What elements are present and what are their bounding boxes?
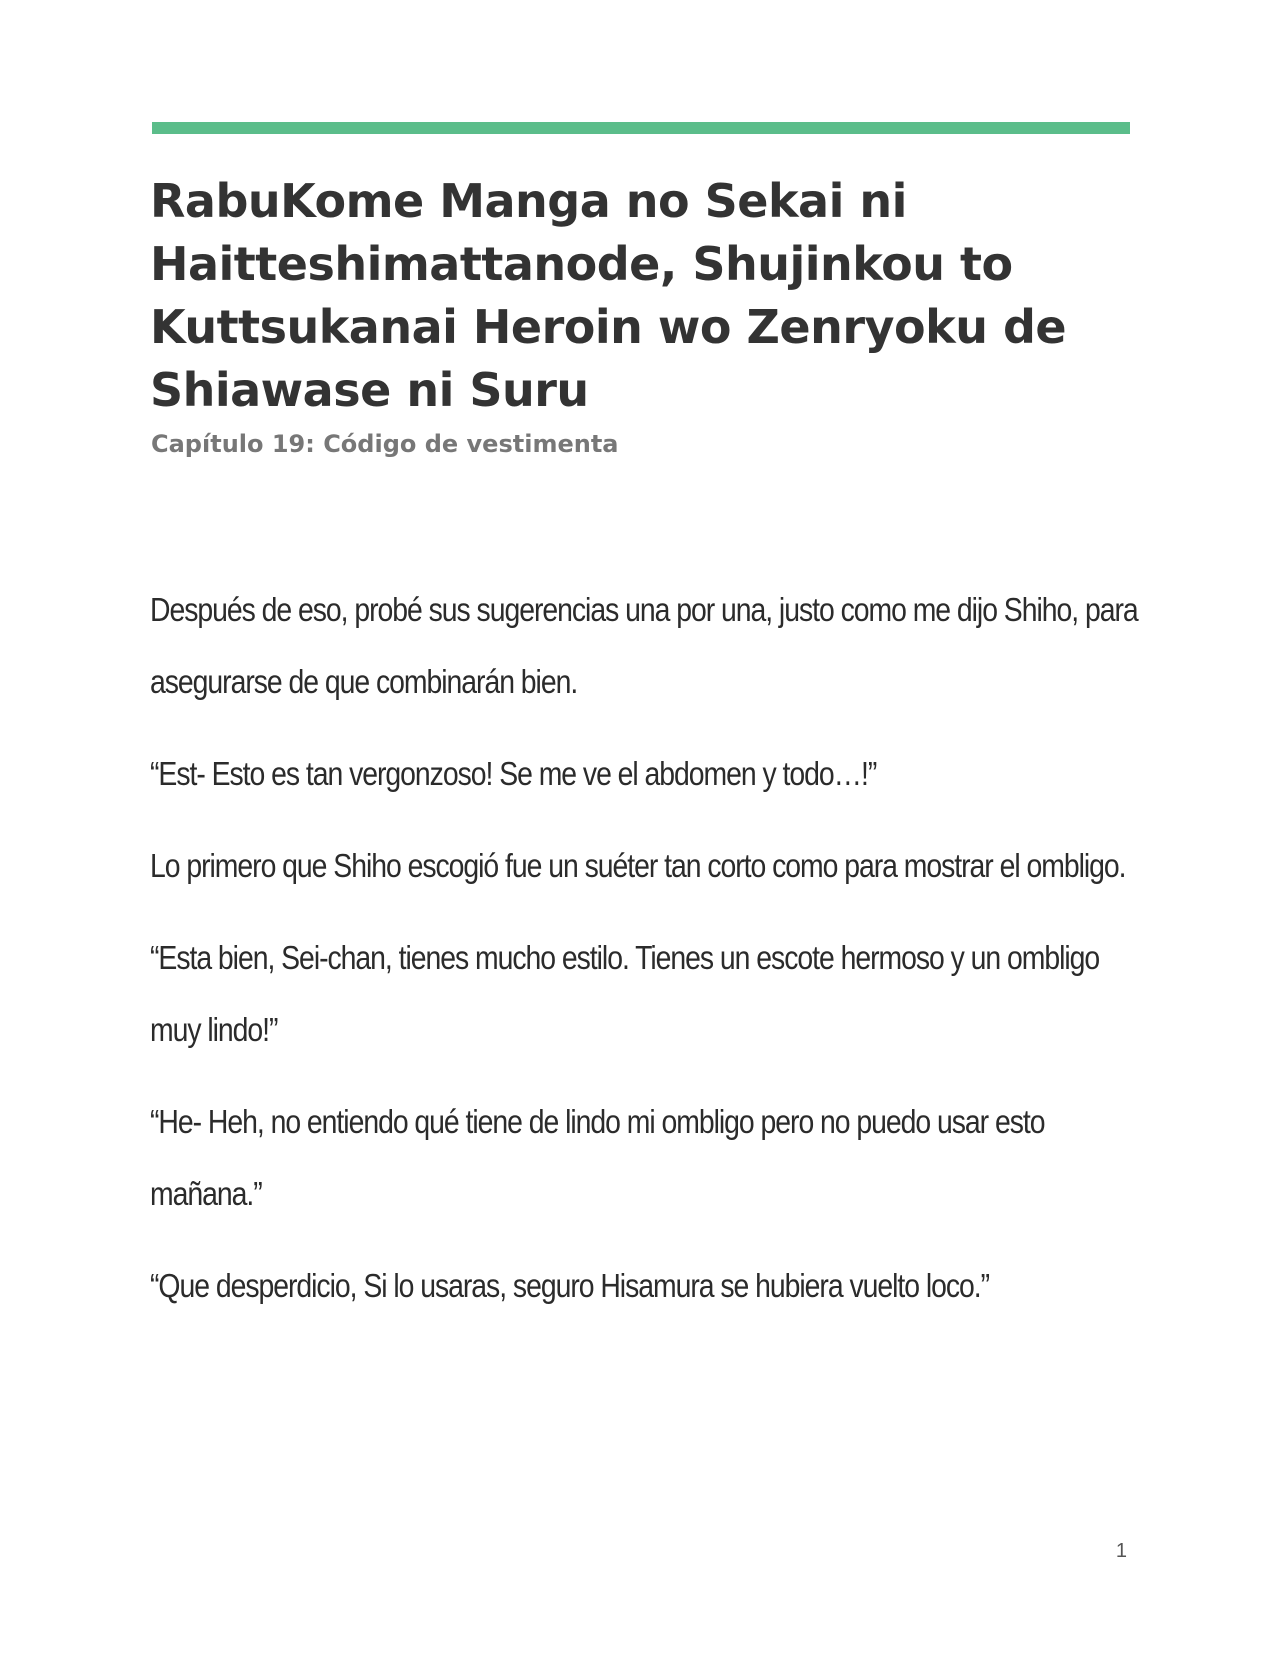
paragraph: “Est- Esto es tan vergonzoso! Se me ve el abdomen y todo…!” — [150, 755, 877, 792]
title-line: Shiawase ni Suru — [150, 363, 589, 417]
paragraph: “He- Heh, no entiendo qué tiene de lindo mi ombligo pero no puedo usar esto mañana.” — [150, 1103, 1045, 1212]
document-body — [150, 574, 1140, 1342]
paragraph: “Que desperdicio, Si lo usaras, seguro Hisamura se hubiera vuelto loco.” — [150, 1267, 990, 1304]
chapter-subtitle: Capítulo 19: Código de vestimenta — [151, 430, 619, 458]
title-line: Haitteshimattanode, Shujinkou to — [150, 237, 1013, 291]
paragraph: “Esta bien, Sei-chan, tienes mucho estilo. Tienes un escote hermoso y un ombligo muy lindo!” — [150, 939, 1100, 1048]
title-line: RabuKome Manga no Sekai ni — [150, 174, 907, 228]
paragraph: Después de eso, probé sus sugerencias una por una, justo como me dijo Shiho, para asegurarse de que combinarán bien. — [150, 591, 1138, 700]
header-accent-bar — [152, 122, 1130, 134]
paragraph: Lo primero que Shiho escogió fue un suéter tan corto como para mostrar el ombligo. — [150, 847, 1126, 884]
page-number: 1 — [1115, 1540, 1127, 1562]
title-line: Kuttsukanai Heroin wo Zenryoku de — [150, 300, 1067, 354]
document-title — [150, 170, 1110, 422]
